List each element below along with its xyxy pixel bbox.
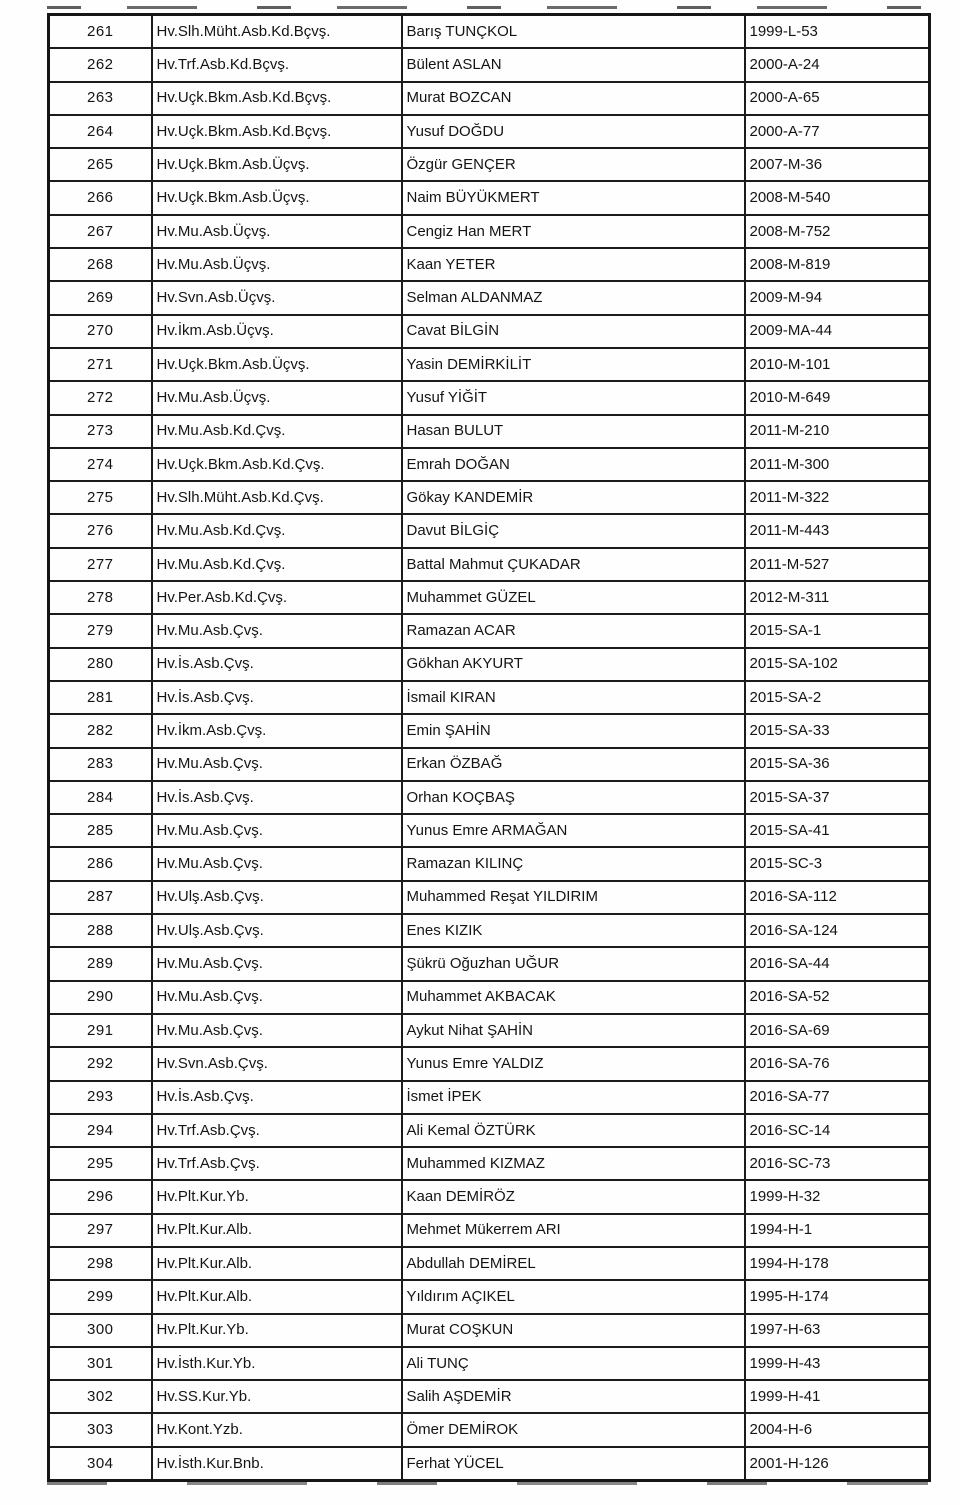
- name-cell: İsmail KIRAN: [402, 681, 745, 714]
- code-cell: 2012-M-311: [745, 581, 930, 614]
- code-cell: 2000-A-65: [745, 82, 930, 115]
- name-cell: Murat BOZCAN: [402, 82, 745, 115]
- row-number-cell: 264: [49, 115, 152, 148]
- table-row: [49, 48, 930, 81]
- name-cell: Aykut Nihat ŞAHİN: [402, 1014, 745, 1047]
- rank-cell: Hv.İs.Asb.Çvş.: [152, 781, 402, 814]
- table-row: [49, 181, 930, 214]
- personnel-table-body: [49, 15, 930, 1481]
- code-cell: 2015-SA-1: [745, 614, 930, 647]
- name-cell: Orhan KOÇBAŞ: [402, 781, 745, 814]
- table-row: [49, 581, 930, 614]
- rank-cell: Hv.Uçk.Bkm.Asb.Üçvş.: [152, 181, 402, 214]
- table-row: [49, 448, 930, 481]
- table-row: [49, 981, 930, 1014]
- rank-cell: Hv.Mu.Asb.Üçvş.: [152, 381, 402, 414]
- name-cell: Muhammed Reşat YILDIRIM: [402, 881, 745, 914]
- name-cell: Abdullah DEMİREL: [402, 1247, 745, 1280]
- code-cell: 2010-M-649: [745, 381, 930, 414]
- rank-cell: Hv.Uçk.Bkm.Asb.Kd.Bçvş.: [152, 115, 402, 148]
- code-cell: 2015-SA-36: [745, 748, 930, 781]
- name-cell: Davut BİLGİÇ: [402, 514, 745, 547]
- table-row: [49, 614, 930, 647]
- table-row: [49, 1447, 930, 1481]
- rank-cell: Hv.İkm.Asb.Çvş.: [152, 714, 402, 747]
- row-number-cell: 272: [49, 381, 152, 414]
- code-cell: 1999-H-41: [745, 1380, 930, 1413]
- row-number-cell: 263: [49, 82, 152, 115]
- code-cell: 2016-SA-77: [745, 1081, 930, 1114]
- rank-cell: Hv.Plt.Kur.Yb.: [152, 1314, 402, 1347]
- table-row: [49, 881, 930, 914]
- table-row: [49, 348, 930, 381]
- rank-cell: Hv.Trf.Asb.Kd.Bçvş.: [152, 48, 402, 81]
- row-number-cell: 304: [49, 1447, 152, 1481]
- row-number-cell: 297: [49, 1214, 152, 1247]
- name-cell: Gökay KANDEMİR: [402, 481, 745, 514]
- row-number-cell: 289: [49, 947, 152, 980]
- code-cell: 2015-SA-102: [745, 648, 930, 681]
- row-number-cell: 276: [49, 514, 152, 547]
- rank-cell: Hv.Per.Asb.Kd.Çvş.: [152, 581, 402, 614]
- row-number-cell: 271: [49, 348, 152, 381]
- row-number-cell: 273: [49, 415, 152, 448]
- row-number-cell: 281: [49, 681, 152, 714]
- rank-cell: Hv.Plt.Kur.Alb.: [152, 1247, 402, 1280]
- name-cell: Ramazan ACAR: [402, 614, 745, 647]
- name-cell: Battal Mahmut ÇUKADAR: [402, 548, 745, 581]
- table-row: [49, 914, 930, 947]
- table-row: [49, 281, 930, 314]
- row-number-cell: 292: [49, 1047, 152, 1080]
- table-row: [49, 1314, 930, 1347]
- name-cell: Ferhat YÜCEL: [402, 1447, 745, 1481]
- name-cell: Ömer DEMİROK: [402, 1413, 745, 1446]
- table-row: [49, 115, 930, 148]
- code-cell: 1995-H-174: [745, 1280, 930, 1313]
- code-cell: 2015-SA-2: [745, 681, 930, 714]
- row-number-cell: 287: [49, 881, 152, 914]
- table-row: [49, 514, 930, 547]
- table-row: [49, 1014, 930, 1047]
- rank-cell: Hv.Slh.Müht.Asb.Kd.Bçvş.: [152, 15, 402, 49]
- name-cell: Mehmet Mükerrem ARI: [402, 1214, 745, 1247]
- row-number-cell: 302: [49, 1380, 152, 1413]
- code-cell: 1999-H-43: [745, 1347, 930, 1380]
- name-cell: Naim BÜYÜKMERT: [402, 181, 745, 214]
- name-cell: Cengiz Han MERT: [402, 215, 745, 248]
- code-cell: 2011-M-527: [745, 548, 930, 581]
- name-cell: Kaan YETER: [402, 248, 745, 281]
- name-cell: Ali TUNÇ: [402, 1347, 745, 1380]
- code-cell: 2016-SA-52: [745, 981, 930, 1014]
- code-cell: 2015-SA-41: [745, 814, 930, 847]
- name-cell: Salih AŞDEMİR: [402, 1380, 745, 1413]
- rank-cell: Hv.Svn.Asb.Çvş.: [152, 1047, 402, 1080]
- row-number-cell: 265: [49, 148, 152, 181]
- rank-cell: Hv.Kont.Yzb.: [152, 1413, 402, 1446]
- code-cell: 2000-A-24: [745, 48, 930, 81]
- name-cell: Selman ALDANMAZ: [402, 281, 745, 314]
- code-cell: 1999-H-32: [745, 1180, 930, 1213]
- row-number-cell: 274: [49, 448, 152, 481]
- code-cell: 2016-SA-76: [745, 1047, 930, 1080]
- row-number-cell: 294: [49, 1114, 152, 1147]
- row-number-cell: 301: [49, 1347, 152, 1380]
- rank-cell: Hv.Mu.Asb.Üçvş.: [152, 215, 402, 248]
- row-number-cell: 267: [49, 215, 152, 248]
- row-number-cell: 279: [49, 614, 152, 647]
- rank-cell: Hv.Uçk.Bkm.Asb.Kd.Bçvş.: [152, 82, 402, 115]
- name-cell: Barış TUNÇKOL: [402, 15, 745, 49]
- code-cell: 2009-M-94: [745, 281, 930, 314]
- row-number-cell: 298: [49, 1247, 152, 1280]
- row-number-cell: 270: [49, 315, 152, 348]
- table-row: [49, 1347, 930, 1380]
- table-row: [49, 1114, 930, 1147]
- table-row: [49, 1180, 930, 1213]
- table-row: [49, 82, 930, 115]
- code-cell: 2004-H-6: [745, 1413, 930, 1446]
- name-cell: Yusuf YİĞİT: [402, 381, 745, 414]
- rank-cell: Hv.Mu.Asb.Kd.Çvş.: [152, 415, 402, 448]
- rank-cell: Hv.Mu.Asb.Çvş.: [152, 847, 402, 880]
- code-cell: 2008-M-540: [745, 181, 930, 214]
- table-row: [49, 1214, 930, 1247]
- name-cell: Yunus Emre YALDIZ: [402, 1047, 745, 1080]
- rank-cell: Hv.Ulş.Asb.Çvş.: [152, 914, 402, 947]
- code-cell: 2009-MA-44: [745, 315, 930, 348]
- code-cell: 2016-SA-124: [745, 914, 930, 947]
- table-row: [49, 1280, 930, 1313]
- rank-cell: Hv.Mu.Asb.Çvş.: [152, 947, 402, 980]
- table-row: [49, 248, 930, 281]
- code-cell: 2007-M-36: [745, 148, 930, 181]
- rank-cell: Hv.Mu.Asb.Çvş.: [152, 748, 402, 781]
- name-cell: Muhammed KIZMAZ: [402, 1147, 745, 1180]
- code-cell: 1994-H-178: [745, 1247, 930, 1280]
- table-row: [49, 315, 930, 348]
- row-number-cell: 290: [49, 981, 152, 1014]
- table-row: [49, 1247, 930, 1280]
- name-cell: Yusuf DOĞDU: [402, 115, 745, 148]
- table-row: [49, 415, 930, 448]
- name-cell: Hasan BULUT: [402, 415, 745, 448]
- name-cell: İsmet İPEK: [402, 1081, 745, 1114]
- row-number-cell: 286: [49, 847, 152, 880]
- table-row: [49, 748, 930, 781]
- row-number-cell: 300: [49, 1314, 152, 1347]
- rank-cell: Hv.İkm.Asb.Üçvş.: [152, 315, 402, 348]
- row-number-cell: 296: [49, 1180, 152, 1213]
- rank-cell: Hv.Plt.Kur.Alb.: [152, 1214, 402, 1247]
- rank-cell: Hv.Uçk.Bkm.Asb.Kd.Çvş.: [152, 448, 402, 481]
- rank-cell: Hv.İs.Asb.Çvş.: [152, 1081, 402, 1114]
- code-cell: 2011-M-210: [745, 415, 930, 448]
- code-cell: 2011-M-322: [745, 481, 930, 514]
- rank-cell: Hv.Mu.Asb.Kd.Çvş.: [152, 514, 402, 547]
- code-cell: 2016-SC-73: [745, 1147, 930, 1180]
- name-cell: Şükrü Oğuzhan UĞUR: [402, 947, 745, 980]
- row-number-cell: 283: [49, 748, 152, 781]
- rank-cell: Hv.Mu.Asb.Kd.Çvş.: [152, 548, 402, 581]
- name-cell: Muhammet GÜZEL: [402, 581, 745, 614]
- table-row: [49, 15, 930, 49]
- name-cell: Yunus Emre ARMAĞAN: [402, 814, 745, 847]
- rank-cell: Hv.Ulş.Asb.Çvş.: [152, 881, 402, 914]
- name-cell: Cavat BİLGİN: [402, 315, 745, 348]
- code-cell: 1997-H-63: [745, 1314, 930, 1347]
- rank-cell: Hv.Mu.Asb.Çvş.: [152, 614, 402, 647]
- row-number-cell: 288: [49, 914, 152, 947]
- code-cell: 2010-M-101: [745, 348, 930, 381]
- rank-cell: Hv.Plt.Kur.Alb.: [152, 1280, 402, 1313]
- rank-cell: Hv.SS.Kur.Yb.: [152, 1380, 402, 1413]
- table-row: [49, 1380, 930, 1413]
- row-number-cell: 278: [49, 581, 152, 614]
- rank-cell: Hv.İsth.Kur.Yb.: [152, 1347, 402, 1380]
- table-row: [49, 947, 930, 980]
- name-cell: Erkan ÖZBAĞ: [402, 748, 745, 781]
- row-number-cell: 284: [49, 781, 152, 814]
- row-number-cell: 285: [49, 814, 152, 847]
- rank-cell: Hv.Mu.Asb.Çvş.: [152, 814, 402, 847]
- row-number-cell: 262: [49, 48, 152, 81]
- rank-cell: Hv.Mu.Asb.Çvş.: [152, 1014, 402, 1047]
- row-number-cell: 303: [49, 1413, 152, 1446]
- rank-cell: Hv.İsth.Kur.Bnb.: [152, 1447, 402, 1481]
- name-cell: Gökhan AKYURT: [402, 648, 745, 681]
- code-cell: 2015-SA-33: [745, 714, 930, 747]
- table-row: [49, 548, 930, 581]
- name-cell: Emin ŞAHİN: [402, 714, 745, 747]
- row-number-cell: 261: [49, 15, 152, 49]
- name-cell: Kaan DEMİRÖZ: [402, 1180, 745, 1213]
- name-cell: Murat COŞKUN: [402, 1314, 745, 1347]
- table-row: [49, 814, 930, 847]
- rank-cell: Hv.Mu.Asb.Çvş.: [152, 981, 402, 1014]
- rank-cell: Hv.Uçk.Bkm.Asb.Üçvş.: [152, 148, 402, 181]
- table-row: [49, 847, 930, 880]
- row-number-cell: 282: [49, 714, 152, 747]
- table-row: [49, 381, 930, 414]
- code-cell: 2011-M-443: [745, 514, 930, 547]
- table-row: [49, 714, 930, 747]
- code-cell: 2016-SA-44: [745, 947, 930, 980]
- row-number-cell: 280: [49, 648, 152, 681]
- table-row: [49, 481, 930, 514]
- code-cell: 2000-A-77: [745, 115, 930, 148]
- table-row: [49, 781, 930, 814]
- row-number-cell: 269: [49, 281, 152, 314]
- rank-cell: Hv.Mu.Asb.Üçvş.: [152, 248, 402, 281]
- personnel-table: [47, 13, 931, 1482]
- rank-cell: Hv.İs.Asb.Çvş.: [152, 681, 402, 714]
- name-cell: Özgür GENÇER: [402, 148, 745, 181]
- name-cell: Emrah DOĞAN: [402, 448, 745, 481]
- rank-cell: Hv.Svn.Asb.Üçvş.: [152, 281, 402, 314]
- table-row: [49, 1147, 930, 1180]
- rank-cell: Hv.Slh.Müht.Asb.Kd.Çvş.: [152, 481, 402, 514]
- row-number-cell: 268: [49, 248, 152, 281]
- code-cell: 2008-M-819: [745, 248, 930, 281]
- code-cell: 2016-SA-69: [745, 1014, 930, 1047]
- row-number-cell: 293: [49, 1081, 152, 1114]
- table-row: [49, 681, 930, 714]
- rank-cell: Hv.Trf.Asb.Çvş.: [152, 1147, 402, 1180]
- table-row: [49, 148, 930, 181]
- row-number-cell: 295: [49, 1147, 152, 1180]
- code-cell: 2011-M-300: [745, 448, 930, 481]
- row-number-cell: 277: [49, 548, 152, 581]
- table-row: [49, 215, 930, 248]
- name-cell: Bülent ASLAN: [402, 48, 745, 81]
- code-cell: 1994-H-1: [745, 1214, 930, 1247]
- table-row: [49, 648, 930, 681]
- rank-cell: Hv.Plt.Kur.Yb.: [152, 1180, 402, 1213]
- rank-cell: Hv.İs.Asb.Çvş.: [152, 648, 402, 681]
- table-row: [49, 1047, 930, 1080]
- name-cell: Yasin DEMİRKİLİT: [402, 348, 745, 381]
- code-cell: 2015-SA-37: [745, 781, 930, 814]
- rank-cell: Hv.Uçk.Bkm.Asb.Üçvş.: [152, 348, 402, 381]
- name-cell: Muhammet AKBACAK: [402, 981, 745, 1014]
- row-number-cell: 266: [49, 181, 152, 214]
- code-cell: 2016-SC-14: [745, 1114, 930, 1147]
- code-cell: 1999-L-53: [745, 15, 930, 49]
- scan-artifact-bottom: [47, 1482, 928, 1485]
- rank-cell: Hv.Trf.Asb.Çvş.: [152, 1114, 402, 1147]
- code-cell: 2016-SA-112: [745, 881, 930, 914]
- table-row: [49, 1413, 930, 1446]
- scan-artifact-top: [47, 6, 928, 9]
- name-cell: Ramazan KILINÇ: [402, 847, 745, 880]
- name-cell: Ali Kemal ÖZTÜRK: [402, 1114, 745, 1147]
- name-cell: Yıldırım AÇIKEL: [402, 1280, 745, 1313]
- name-cell: Enes KIZIK: [402, 914, 745, 947]
- code-cell: 2015-SC-3: [745, 847, 930, 880]
- code-cell: 2001-H-126: [745, 1447, 930, 1481]
- table-row: [49, 1081, 930, 1114]
- row-number-cell: 275: [49, 481, 152, 514]
- row-number-cell: 291: [49, 1014, 152, 1047]
- code-cell: 2008-M-752: [745, 215, 930, 248]
- row-number-cell: 299: [49, 1280, 152, 1313]
